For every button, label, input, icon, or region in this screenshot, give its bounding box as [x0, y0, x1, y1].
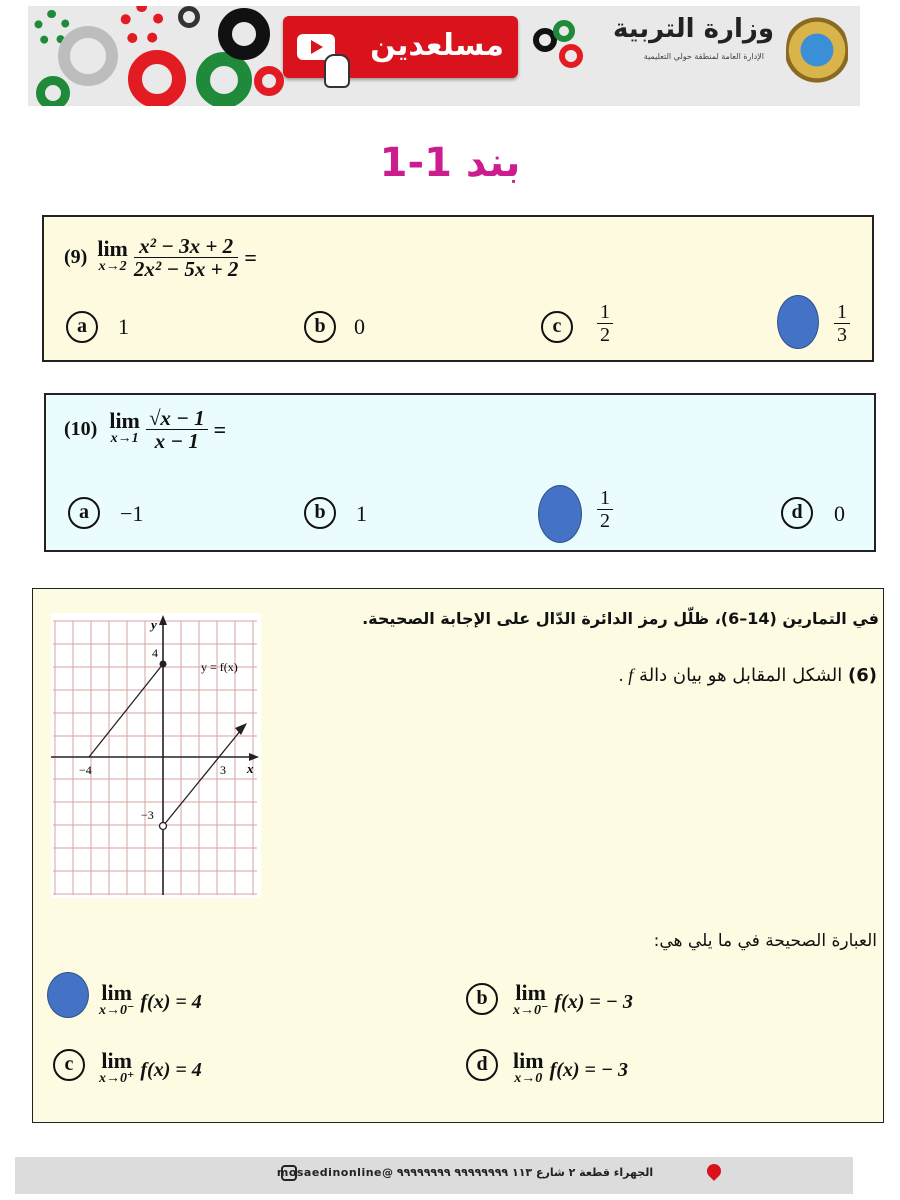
option-c-circle[interactable]: c — [541, 311, 573, 343]
pointer-hand-icon — [324, 54, 350, 88]
footer-bar — [15, 1157, 853, 1194]
statement-text: العبارة الصحيحة في ما يلي هي: — [653, 931, 877, 951]
option-b-circle[interactable]: b — [304, 497, 336, 529]
prompt-text: الشكل المقابل هو بيان دالة — [639, 665, 843, 686]
limit-operator: lim x→1 — [109, 407, 140, 446]
instruction-text: في التمارين (14–6)، ظلّل رمز الدائرة الدّال على الإجابة الصحيحة. — [362, 609, 879, 628]
option-d-circle[interactable]: d — [466, 1049, 498, 1081]
option-a-value: 1 — [118, 314, 129, 339]
section-title: بند 1-1 — [379, 140, 521, 186]
option-b-value: 0 — [354, 314, 365, 339]
gear-icon — [128, 50, 186, 106]
open-point — [160, 823, 167, 830]
option-a-filled-circle[interactable] — [47, 972, 89, 1018]
channel-name: مسلعدين — [370, 28, 504, 63]
option-d-value: 0 — [834, 501, 845, 526]
tick-label-4: 4 — [152, 646, 158, 660]
denominator: x − 1 — [154, 429, 199, 453]
closed-point — [160, 661, 167, 668]
option-d-circle[interactable]: d — [781, 497, 813, 529]
question-number: (10) — [64, 418, 98, 440]
function-label: y = f(x) — [201, 660, 238, 674]
option-b-circle[interactable]: b — [304, 311, 336, 343]
gear-icon — [196, 52, 252, 106]
option-d-value: $\frac{1}{3}$ — [834, 301, 850, 346]
option-a-circle[interactable]: a — [68, 497, 100, 529]
gear-icon — [254, 66, 284, 96]
y-axis-label: y — [151, 617, 157, 632]
gear-icon — [58, 26, 118, 86]
gear-icon — [120, 6, 164, 46]
option-d-expression: lim x→0 f(x) = − 3 — [513, 1048, 629, 1086]
limit-fraction — [146, 407, 208, 452]
header-banner — [28, 6, 860, 106]
ministry-subtitle: الإدارة العامة لمنطقة حولي التعليمية — [643, 52, 764, 61]
tick-label-3: 3 — [220, 763, 226, 777]
option-a-circle[interactable]: a — [66, 311, 98, 343]
x-axis-label: x — [247, 761, 254, 776]
gear-icon — [218, 8, 270, 60]
ministry-title: وزارة التربية — [612, 14, 774, 44]
tick-label-neg3: −3 — [141, 808, 154, 822]
option-c-value: $\frac{1}{2}$ — [597, 301, 613, 346]
question-9 — [42, 215, 874, 362]
option-b-circle[interactable]: b — [466, 983, 498, 1015]
prompt-number: (6) — [848, 665, 877, 686]
tick-label-neg4: −4 — [79, 763, 92, 777]
option-b-value: 1 — [356, 501, 367, 526]
equals-sign: = — [244, 244, 257, 270]
option-c-expression: lim x→0⁺ f(x) = 4 — [99, 1048, 202, 1086]
prompt-line — [477, 665, 877, 686]
question-10 — [44, 393, 876, 552]
question-number: (9) — [64, 246, 88, 268]
prompt-var: f . — [619, 665, 634, 685]
option-b-expression: lim x→0⁻ f(x) = − 3 — [513, 980, 633, 1018]
question-9-expression — [64, 235, 257, 280]
numerator: √x − 1 — [146, 407, 208, 430]
denominator: 2x² − 5x + 2 — [133, 257, 239, 281]
option-a-expression: lim x→0⁻ f(x) = 4 — [99, 980, 202, 1018]
function-graph — [51, 613, 261, 898]
limit-fraction — [134, 235, 239, 280]
numerator: x² − 3x + 2 — [134, 235, 239, 258]
question-10-expression — [64, 407, 226, 452]
youtube-channel-button[interactable] — [283, 16, 518, 78]
gear-icon — [178, 6, 200, 28]
option-c-filled-circle[interactable] — [538, 485, 582, 543]
option-c-circle[interactable]: c — [53, 1049, 85, 1081]
ministry-logo-icon — [533, 20, 587, 74]
equals-sign: = — [213, 416, 227, 442]
option-a-value: −1 — [120, 501, 144, 526]
question-6 — [32, 588, 884, 1123]
gear-icon — [36, 76, 70, 106]
option-c-value: $\frac{1}{2}$ — [597, 487, 613, 532]
kuwait-emblem-icon — [786, 14, 848, 94]
option-d-filled-circle[interactable] — [777, 295, 819, 349]
footer-contact-text: الجهراء قطعة ٢ شارع ١١٣ ٩٩٩٩٩٩٩٩ ٩٩٩٩٩٩٩٩ @mosaedinonline — [276, 1166, 654, 1179]
limit-operator: lim x→2 — [97, 235, 128, 274]
